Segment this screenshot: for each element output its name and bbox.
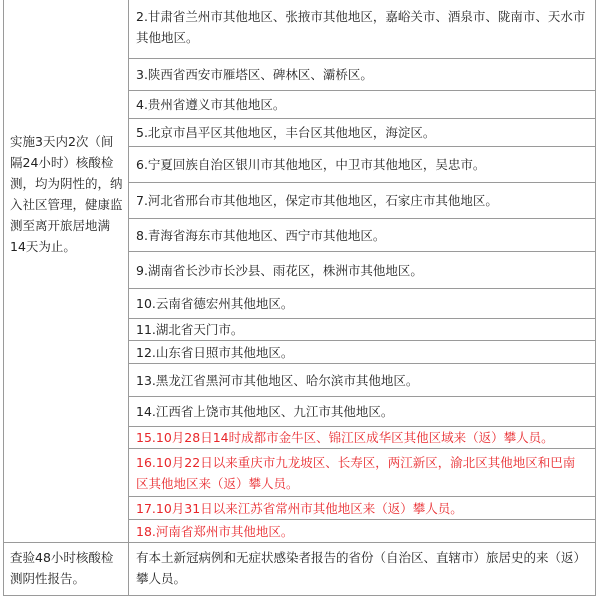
region-row-4 — [129, 91, 595, 119]
region-row-13 — [129, 364, 595, 397]
region-text: 7.河北省邢台市其他地区，保定市其他地区，石家庄市其他地区。 — [136, 193, 498, 208]
region-row-16 — [129, 449, 595, 497]
region-row-7 — [129, 183, 595, 219]
region-text: 8.青海省海东市其他地区、西宁市其他地区。 — [136, 227, 386, 243]
region-text: 12.山东省日照市其他地区。 — [136, 344, 294, 360]
region-text: 4.贵州省遵义市其他地区。 — [136, 97, 286, 112]
region-row-11 — [129, 319, 595, 341]
policy-table — [3, 0, 596, 596]
region-text: 11.湖北省天门市。 — [136, 322, 244, 337]
region-row-6 — [129, 147, 595, 183]
region-text: 2.甘肃省兰州市其他地区、张掖市其他地区，嘉峪关市、酒泉市、陇南市、天水市其他地区。 — [136, 9, 586, 45]
region-row-18 — [129, 520, 595, 543]
region-column — [129, 0, 595, 595]
region-row-17 — [129, 497, 595, 520]
region-row-9 — [129, 252, 595, 289]
region-text: 13.黑龙江省黑河市其他地区、哈尔滨市其他地区。 — [136, 372, 419, 388]
region-row-2 — [129, 0, 595, 59]
region-text: 有本土新冠病例和无症状感染者报告的省份（自治区、直辖市）旅居史的来（返）攀人员。 — [136, 550, 587, 586]
region-row-8 — [129, 219, 595, 252]
region-row-14 — [129, 397, 595, 427]
region-text: 3.陕西省西安市雁塔区、碑林区、灞桥区。 — [136, 67, 373, 82]
region-text: 14.江西省上饶市其他地区、九江市其他地区。 — [136, 404, 394, 419]
region-row-10 — [129, 289, 595, 319]
measure-cell-48h-report — [4, 543, 128, 596]
measure-column — [4, 0, 129, 595]
region-row-15 — [129, 427, 595, 449]
region-text: 9.湖南省长沙市长沙县、雨花区，株洲市其他地区。 — [136, 262, 423, 278]
region-text: 16.10月22日以来重庆市九龙坡区、长寿区，两江新区，渝北区其他地区和巴南区其他地区来（返）攀人员。 — [136, 455, 576, 491]
measure-text-three-day-test: 实施3天内2次（间隔24小时）核酸检测，均为阴性的，纳入社区管理，健康监测至离开旅居地满14天为止。 — [10, 134, 123, 254]
region-text: 15.10月28日14时成都市金牛区、锦江区成华区其他区域来（返）攀人员。 — [136, 430, 554, 445]
region-text: 18.河南省郑州市其他地区。 — [136, 523, 294, 539]
measure-text-48h-report: 查验48小时核酸检测阴性报告。 — [10, 550, 114, 586]
region-row-12 — [129, 341, 595, 364]
region-text: 5.北京市昌平区其他地区，丰台区其他地区，海淀区。 — [136, 125, 436, 140]
region-text: 17.10月31日以来江苏省常州市其他地区来（返）攀人员。 — [136, 500, 463, 516]
region-text: 6.宁夏回族自治区银川市其他地区，中卫市其他地区，吴忠市。 — [136, 157, 486, 172]
region-row-3 — [129, 59, 595, 91]
measure-cell-three-day-test — [4, 0, 128, 543]
region-row-5 — [129, 119, 595, 147]
region-row-domestic-cases — [129, 543, 595, 596]
region-text: 10.云南省德宏州其他地区。 — [136, 296, 294, 311]
